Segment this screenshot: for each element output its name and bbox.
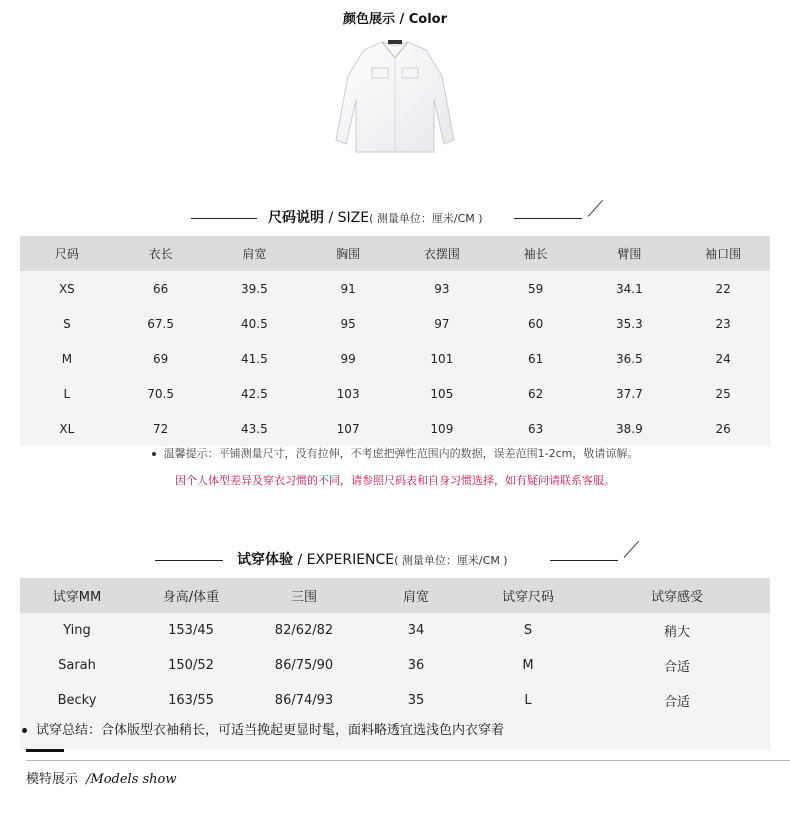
table-cell: L xyxy=(20,376,114,411)
table-cell: 23 xyxy=(676,306,770,341)
table-cell: 70.5 xyxy=(114,376,208,411)
models-title-en: /Models show xyxy=(86,772,177,787)
models-title-cn: 模特展示 xyxy=(26,772,79,787)
table-cell: 26 xyxy=(676,411,770,446)
experience-title-bold: 试穿体验 xyxy=(237,552,293,568)
table-cell: 合适 xyxy=(584,683,770,718)
size-note xyxy=(0,445,790,461)
table-cell: 61 xyxy=(489,341,583,376)
experience-header-cell: 试穿MM xyxy=(20,578,134,613)
experience-header-cell: 身高/体重 xyxy=(134,578,248,613)
table-cell: 86/75/90 xyxy=(248,648,360,683)
table-cell: 69 xyxy=(114,341,208,376)
table-cell: 60 xyxy=(489,306,583,341)
table-cell: XL xyxy=(20,411,114,446)
table-cell: 59 xyxy=(489,271,583,306)
size-warning: 因个人体型差异及穿衣习惯的不同，请参照尺码表和自身习惯选择，如有疑问请联系客服。 xyxy=(175,474,615,487)
table-cell: 35.3 xyxy=(583,306,677,341)
table-cell: S xyxy=(472,613,584,648)
table-row xyxy=(20,411,770,446)
experience-header-cell: 试穿尺码 xyxy=(472,578,584,613)
table-cell: 24 xyxy=(676,341,770,376)
table-cell: 95 xyxy=(301,306,395,341)
size-title-en: / SIZE xyxy=(324,210,370,226)
experience-summary-text: 试穿总结：合体版型衣袖稍长，可适当挽起更显时髦，面料略透宜选浅色内衣穿着 xyxy=(36,723,505,738)
size-header-cell: 臂围 xyxy=(583,236,677,271)
table-cell: L xyxy=(472,683,584,718)
table-cell: 163/55 xyxy=(134,683,248,718)
table-cell: 37.7 xyxy=(583,376,677,411)
table-cell: 63 xyxy=(489,411,583,446)
table-cell: 稍大 xyxy=(584,613,770,648)
size-unit-label: ( 测量单位：厘米/CM ) xyxy=(369,212,483,225)
table-cell: 22 xyxy=(676,271,770,306)
table-cell: 97 xyxy=(395,306,489,341)
table-cell: 153/45 xyxy=(134,613,248,648)
size-header-cell: 尺码 xyxy=(20,236,114,271)
table-cell: 36 xyxy=(360,648,472,683)
experience-unit-label: ( 测量单位：厘米/CM ) xyxy=(394,554,508,567)
table-cell: 99 xyxy=(301,341,395,376)
table-cell: 38.9 xyxy=(583,411,677,446)
table-row xyxy=(20,683,770,718)
size-header-cell: 肩宽 xyxy=(208,236,302,271)
table-cell: 150/52 xyxy=(134,648,248,683)
table-cell: 36.5 xyxy=(583,341,677,376)
models-divider xyxy=(26,760,790,761)
table-cell: 66 xyxy=(114,271,208,306)
table-cell: Ying xyxy=(20,613,134,648)
table-row xyxy=(20,271,770,306)
table-cell: 40.5 xyxy=(208,306,302,341)
table-cell: 105 xyxy=(395,376,489,411)
experience-header-cell: 试穿感受 xyxy=(584,578,770,613)
table-cell: 101 xyxy=(395,341,489,376)
table-cell: 34.1 xyxy=(583,271,677,306)
table-cell: 103 xyxy=(301,376,395,411)
size-table xyxy=(20,236,770,446)
table-cell: 62 xyxy=(489,376,583,411)
experience-title-en: / EXPERIENCE xyxy=(293,552,395,568)
table-cell: 43.5 xyxy=(208,411,302,446)
experience-summary xyxy=(20,718,770,750)
experience-section-header xyxy=(0,549,790,573)
size-header-cell: 衣长 xyxy=(114,236,208,271)
table-row xyxy=(20,648,770,683)
table-cell: 82/62/82 xyxy=(248,613,360,648)
table-cell: 67.5 xyxy=(114,306,208,341)
table-row xyxy=(20,613,770,648)
table-cell: XS xyxy=(20,271,114,306)
table-cell: M xyxy=(472,648,584,683)
table-cell: Becky xyxy=(20,683,134,718)
size-header-cell: 衣摆围 xyxy=(395,236,489,271)
bullet-icon xyxy=(22,728,27,733)
table-cell: 72 xyxy=(114,411,208,446)
experience-header-cell: 肩宽 xyxy=(360,578,472,613)
table-row xyxy=(20,376,770,411)
table-cell: M xyxy=(20,341,114,376)
size-header-cell: 袖长 xyxy=(489,236,583,271)
table-cell: 39.5 xyxy=(208,271,302,306)
table-cell: 41.5 xyxy=(208,341,302,376)
size-note-text: 温馨提示：平铺测量尺寸，没有拉伸，不考虑把弹性范围内的数据，误差范围1-2cm，敬请谅解。 xyxy=(163,447,639,460)
table-cell: 25 xyxy=(676,376,770,411)
table-cell: 35 xyxy=(360,683,472,718)
table-cell: S xyxy=(20,306,114,341)
size-header-cell: 胸围 xyxy=(301,236,395,271)
models-section-title xyxy=(26,768,177,787)
size-header-cell: 袖口围 xyxy=(676,236,770,271)
models-accent-bar xyxy=(26,749,64,752)
bullet-icon xyxy=(152,452,156,456)
table-cell: 107 xyxy=(301,411,395,446)
table-cell: Sarah xyxy=(20,648,134,683)
table-cell: 109 xyxy=(395,411,489,446)
size-section-header xyxy=(0,207,790,231)
white-shirt-image xyxy=(330,36,460,158)
table-cell: 93 xyxy=(395,271,489,306)
table-row xyxy=(20,306,770,341)
table-cell: 34 xyxy=(360,613,472,648)
table-cell: 42.5 xyxy=(208,376,302,411)
table-row xyxy=(20,341,770,376)
table-cell: 86/74/93 xyxy=(248,683,360,718)
table-cell: 91 xyxy=(301,271,395,306)
size-title-bold: 尺码说明 xyxy=(268,210,324,226)
table-cell: 合适 xyxy=(584,648,770,683)
color-section-title: 颜色展示 / Color xyxy=(342,12,448,27)
experience-header-cell: 三围 xyxy=(248,578,360,613)
experience-table xyxy=(20,578,770,718)
